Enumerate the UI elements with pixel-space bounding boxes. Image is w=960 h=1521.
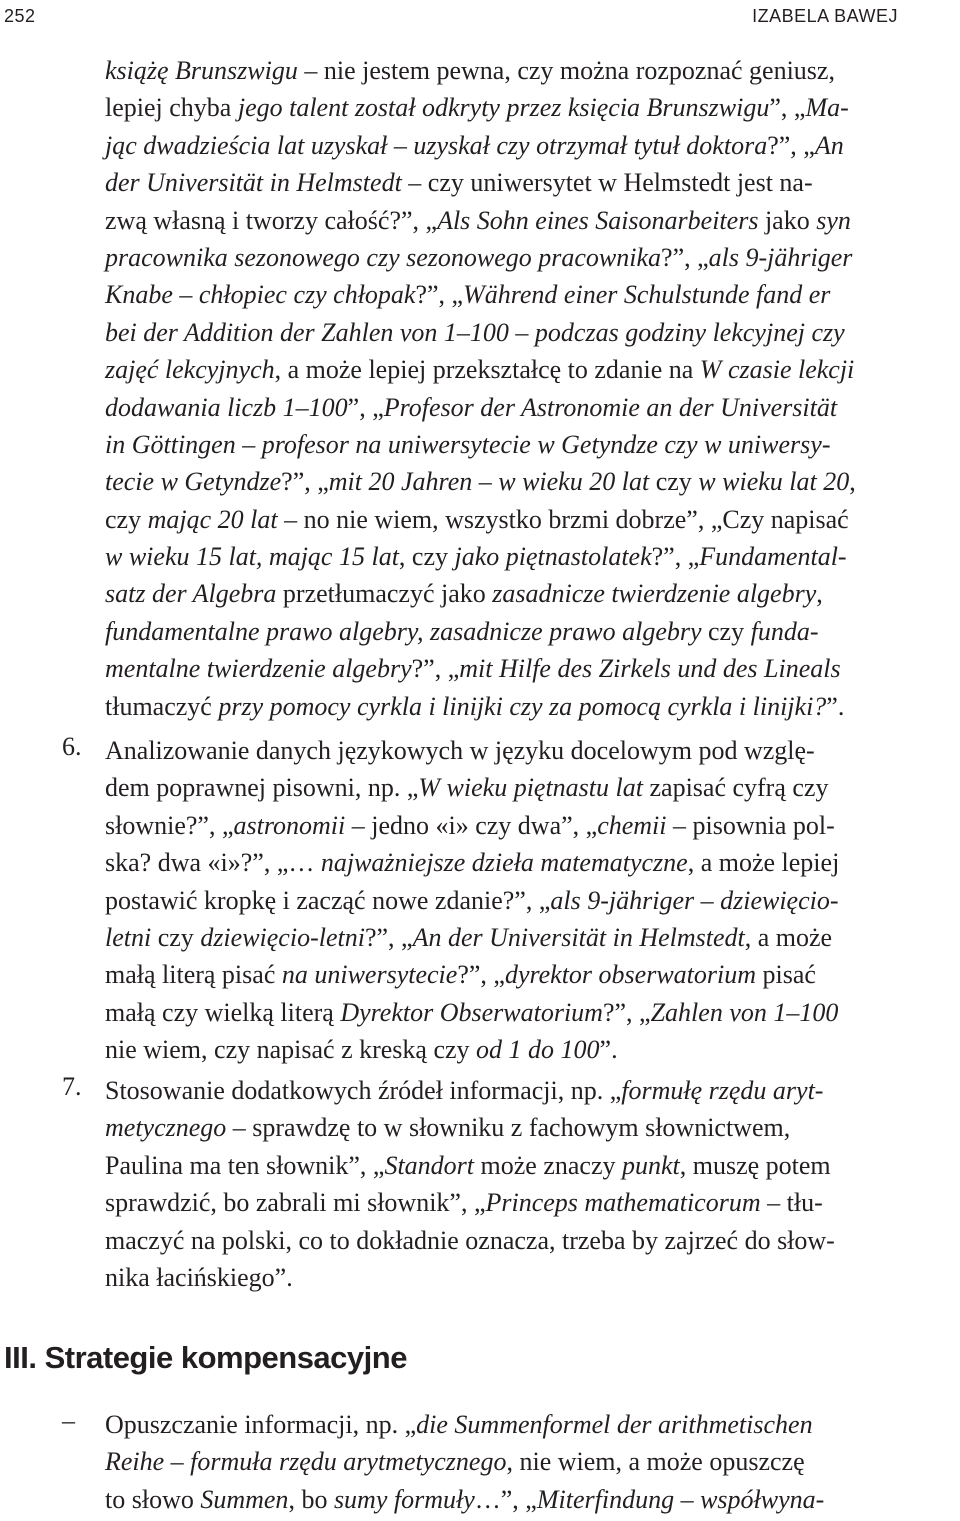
- text-line: małą czy wielką literą Dyrektor Obserwatorium?”, „Zahlen von 1–100: [105, 997, 839, 1027]
- text-line: Analizowanie danych językowych w języku docelowym pod wzglę-: [105, 736, 815, 765]
- list-item-7-text: [105, 1072, 955, 1296]
- text-line: tecie w Getyndze?”, „mit 20 Jahren – w wieku 20 lat czy w wieku lat 20,: [105, 467, 856, 497]
- text-line: Opuszczanie informacji, np. „die Summenformel der arithmetischen: [105, 1410, 813, 1439]
- text-line: tłumaczyć przy pomocy cyrkla i linijki czy za pomocą cyrkla i linijki?”.: [105, 691, 845, 721]
- text-line: mentalne twierdzenie algebry?”, „mit Hilfe des Zirkels und des Lineals: [105, 654, 841, 684]
- page-number: 252: [4, 6, 36, 26]
- paragraph-continuation: [105, 52, 955, 725]
- text-line: lepiej chyba jego talent został odkryty przez księcia Brunszwigu”, „Ma-: [105, 93, 849, 123]
- text-line: zwą własną i tworzy całość?”, „Als Sohn eines Saisonarbeiters jako syn: [105, 205, 851, 235]
- dash-item-text: [105, 1406, 955, 1518]
- text-line: Knabe – chłopiec czy chłopak?”, „Während einer Schulstunde fand er: [105, 280, 831, 310]
- list-item-6-text: [105, 732, 955, 1069]
- text-line: bei der Addition der Zahlen von 1–100 – podczas godziny lekcyjnej czy: [105, 317, 845, 347]
- list-number-7: 7.: [62, 1072, 82, 1101]
- text-line: fundamentalne prawo algebry, zasadnicze prawo algebry czy funda-: [105, 616, 819, 646]
- text-line: Reihe – formuła rzędu arytmetycznego, nie wiem, a może opuszczę: [105, 1447, 805, 1477]
- text-line: maczyć na polski, co to dokładnie oznacza, trzeba by zajrzeć do słow-: [105, 1225, 835, 1255]
- text-line: letni czy dziewięcio-letni?”, „An der Universität in Helmstedt, a może: [105, 922, 833, 952]
- text-line: Stosowanie dodatkowych źródeł informacji, np. „formułę rzędu aryt-: [105, 1076, 824, 1105]
- text-line: pracownika sezonowego czy sezonowego pracownika?”, „als 9-jähriger: [105, 242, 853, 272]
- text-line: postawić kropkę i zacząć nowe zdanie?”, „als 9-jähriger – dziewięcio-: [105, 885, 839, 915]
- text-line: zajęć lekcyjnych, a może lepiej przekształcę to zdanie na W czasie lekcji: [105, 355, 855, 385]
- text-line: małą literą pisać na uniwersytecie?”, „dyrektor obserwatorium pisać: [105, 960, 816, 990]
- text-line: dem poprawnej pisowni, np. „W wieku piętnastu lat zapisać cyfrą czy: [105, 773, 829, 803]
- text-line: w wieku 15 lat, mając 15 lat, czy jako piętnastolatek?”, „Fundamental-: [105, 542, 847, 572]
- text-line: sprawdzić, bo zabrali mi słownik”, „Princeps mathematicorum – tłu-: [105, 1188, 823, 1218]
- text-line: Paulina ma ten słownik”, „Standort może znaczy punkt, muszę potem: [105, 1150, 831, 1180]
- text-line: ska? dwa «i»?”, „… najważniejsze dzieła matematyczne, a może lepiej: [105, 848, 840, 878]
- text-line: to słowo Summen, bo sumy formuły…”, „Miterfindung – współwyna-: [105, 1484, 825, 1514]
- text-line: satz der Algebra przetłumaczyć jako zasadnicze twierdzenie algebry,: [105, 579, 823, 609]
- text-line: książę Brunszwigu – nie jestem pewna, czy można rozpoznać geniusz,: [105, 56, 835, 85]
- text-line: dodawania liczb 1–100”, „Profesor der Astronomie an der Universität: [105, 392, 838, 422]
- text-line: in Göttingen – profesor na uniwersytecie w Getyndze czy w uniwersy-: [105, 429, 831, 459]
- text-line: jąc dwadzieścia lat uzyskał – uzyskał czy otrzymał tytuł doktora?”, „An: [105, 130, 844, 160]
- text-line: nie wiem, czy napisać z kreską czy od 1 do 100”.: [105, 1035, 618, 1065]
- text-line: metycznego – sprawdzę to w słowniku z fachowym słownictwem,: [105, 1113, 791, 1143]
- section-heading: III. Strategie kompensacyjne: [4, 1340, 407, 1375]
- list-number-6: 6.: [62, 732, 82, 761]
- running-title: IZABELA BAWEJ: [752, 6, 898, 26]
- text-line: czy mając 20 lat – no nie wiem, wszystko brzmi dobrze”, „Czy napisać: [105, 504, 849, 534]
- dash-bullet: –: [62, 1406, 75, 1435]
- text-line: der Universität in Helmstedt – czy uniwersytet w Helmstedt jest na-: [105, 168, 813, 198]
- text-line: nika łacińskiego”.: [105, 1262, 293, 1292]
- text-line: słownie?”, „astronomii – jedno «i» czy dwa”, „chemii – pisownia pol-: [105, 810, 835, 840]
